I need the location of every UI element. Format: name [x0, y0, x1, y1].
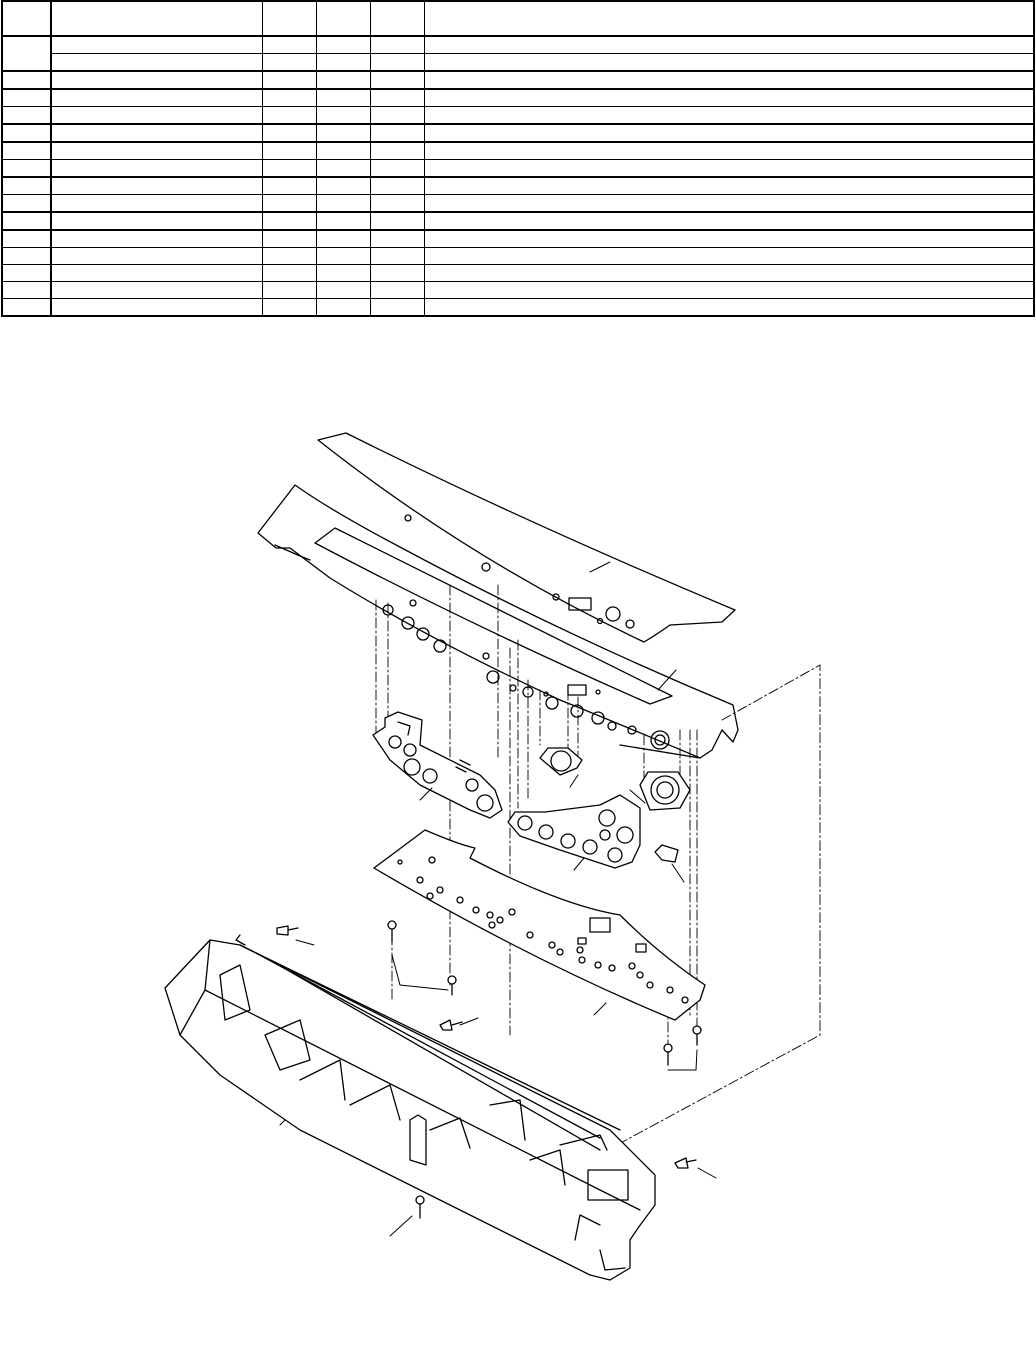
main-chassis: [165, 935, 655, 1280]
small-connector: [655, 845, 678, 862]
control-pwb: [374, 830, 705, 1020]
key-button-right: [640, 772, 690, 810]
key-button-left: [373, 712, 502, 818]
key-button-cluster: [508, 795, 640, 868]
key-button-center: [540, 748, 582, 775]
